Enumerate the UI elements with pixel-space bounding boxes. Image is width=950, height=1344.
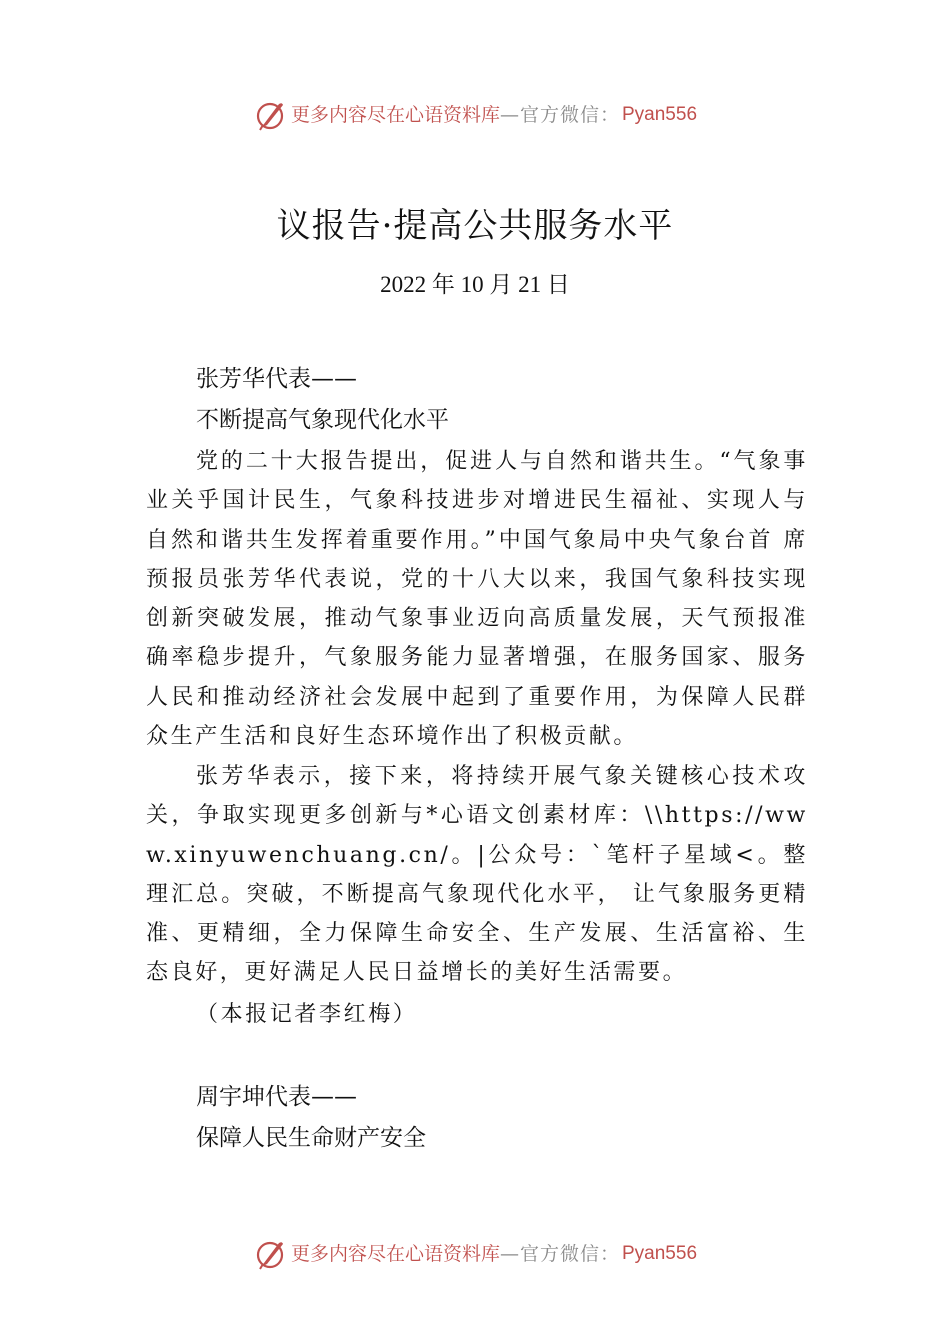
- watermark-label: 官方微信：: [519, 104, 620, 126]
- section2-speaker: 周宇坤代表——: [196, 1084, 357, 1110]
- watermark-dash: —: [499, 1243, 520, 1265]
- document-date: 2022 年 10 月 21 日: [380, 272, 570, 297]
- watermark-id: Pyan556: [622, 104, 698, 125]
- watermark-text: 更多内容尽在心语资料库: [290, 104, 500, 126]
- watermark-id: Pyan556: [622, 1243, 698, 1264]
- header-watermark: [0, 98, 950, 132]
- section1-paragraph2: 张芳华表示，接下来，将持续开展气象关键核心技术攻关，争取实现更多创新与*心语文创素材库：\\https://www.xinyuwenchuang.cn/。|公众号：`笔杆子星域<。整理汇总。突破，不断提高气象现代化水平， 让气象服务更精准、更精细，全力保障生命安全、生产发展、生活富裕、生态良好，更好满足人民日益增长的美好生活需要。: [146, 764, 808, 986]
- watermark-text: 更多内容尽在心语资料库: [290, 1243, 500, 1265]
- section2-headline: 保障人民生命财产安全: [196, 1125, 426, 1151]
- section1-headline: 不断提高气象现代化水平: [196, 407, 449, 433]
- watermark-label: 官方微信：: [519, 1243, 620, 1265]
- section1-byline: （本报记者李红梅）: [196, 1002, 418, 1027]
- quill-pen-logo-icon: [253, 1237, 287, 1271]
- watermark-dash: —: [499, 104, 520, 126]
- quill-pen-logo-icon: [253, 98, 287, 132]
- footer-watermark: [0, 1237, 950, 1271]
- document-title: 议报告·提高公共服务水平: [276, 206, 674, 246]
- section1-paragraph1: 党的二十大报告提出，促进人与自然和谐共生。“气象事业关乎国计民生，气象科技进步对增进民生福祉、实现人与自然和谐共生发挥着重要作用。”中国气象局中央气象台首 席预报员张芳华代表说，党的十八大以来，我国气象科技实现创新突破发展，推动气象事业迈向高质量发展，天气预报准确率稳步提升，气象服务能力显著增强，在服务国家、服务人民和推动经济社会发展中起到了重要作用，为保障人民群众生产生活和良好生态环境作出了积极贡献。: [146, 449, 808, 750]
- section1-speaker: 张芳华代表——: [196, 366, 357, 392]
